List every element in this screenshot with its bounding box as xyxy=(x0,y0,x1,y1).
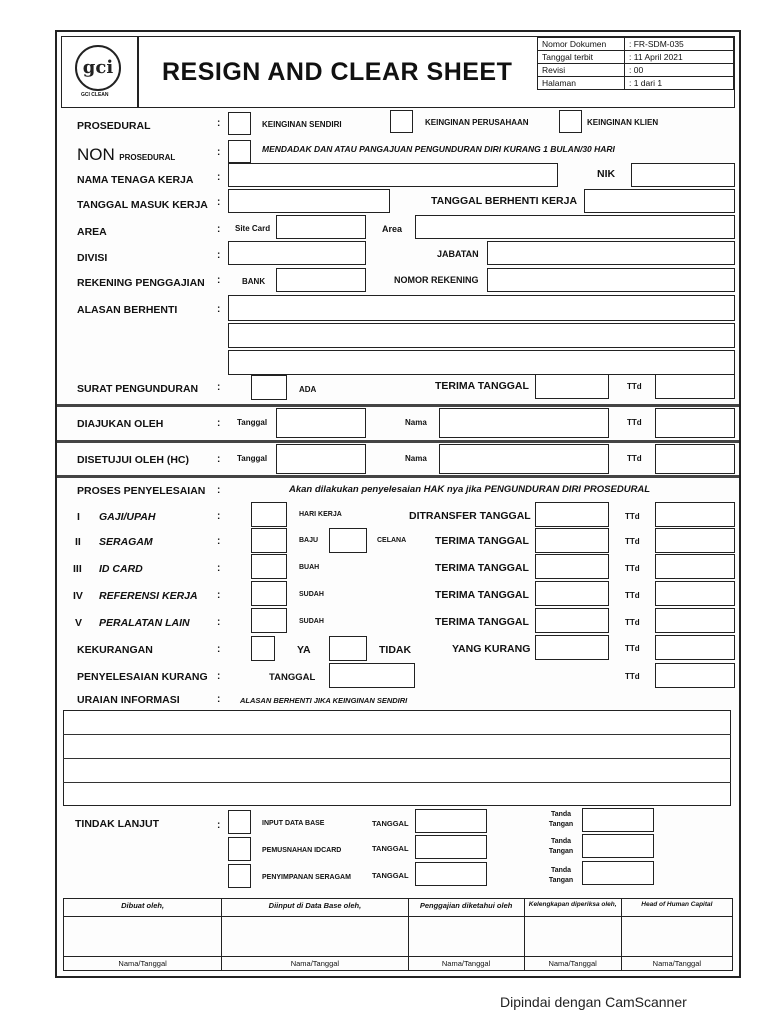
svg-text:gci: gci xyxy=(82,57,114,78)
yang-kurang-label: YANG KURANG xyxy=(452,643,531,655)
logo-subtext: GCI CLEAN xyxy=(81,92,109,98)
tindak-tanggal-label: TANGGAL xyxy=(372,819,409,828)
ttd-label: TTd xyxy=(625,644,640,653)
peralatan-checkbox[interactable] xyxy=(251,608,287,633)
penyelesaian-tanggal-input[interactable] xyxy=(329,663,415,688)
input-database-tanggal[interactable] xyxy=(415,809,487,833)
surat-ada-checkbox[interactable] xyxy=(251,375,287,400)
meta-value: : 1 dari 1 xyxy=(625,77,734,90)
signature-footer: Nama/Tanggal xyxy=(408,957,524,971)
pemusnahan-idcard-checkbox[interactable] xyxy=(228,837,251,861)
hari-kerja-label: HARI KERJA xyxy=(299,511,342,518)
idcard-tanggal-input[interactable] xyxy=(535,554,609,579)
tgl-masuk-input[interactable] xyxy=(228,189,390,213)
gaji-tanggal-input[interactable] xyxy=(535,502,609,527)
area-sub-label: Area xyxy=(382,224,403,234)
diajukan-nama-label: Nama xyxy=(405,418,427,427)
kekurangan-ya-checkbox[interactable] xyxy=(251,636,275,661)
nama-label: NAMA TENAGA KERJA xyxy=(77,174,194,186)
yang-kurang-input[interactable] xyxy=(535,635,609,660)
keinginan-klien-label: KEINGINAN KLIEN xyxy=(587,118,659,127)
buah-label: BUAH xyxy=(299,564,320,571)
signature-header: Kelengkapan diperiksa oleh, xyxy=(524,899,621,917)
nik-label: NIK xyxy=(597,168,616,180)
terima-tanggal-label: TERIMA TANGGAL xyxy=(435,589,529,601)
diajukan-tanggal-input[interactable] xyxy=(276,408,366,438)
ttd-label: TTd xyxy=(627,382,642,391)
proses-note: Akan dilakukan penyelesaian HAK nya jika PENGUNDURAN DIRI PROSEDURAL xyxy=(289,484,651,495)
tgl-masuk-label: TANGGAL MASUK KERJA xyxy=(77,199,208,211)
non-prosedural-note: MENDADAK DAN ATAU PANGAJUAN PENGUNDURAN DIRI KURANG 1 BULAN/30 HARI xyxy=(262,144,615,154)
area-label: AREA xyxy=(77,226,107,238)
meta-value: : 11 April 2021 xyxy=(625,51,734,64)
seragam-tanggal-input[interactable] xyxy=(535,528,609,553)
item-name: GAJI/UPAH xyxy=(99,511,156,523)
signature-footer: Nama/Tanggal xyxy=(222,957,408,971)
disetujui-ttd-label: TTd xyxy=(627,454,642,463)
divisi-label: DIVISI xyxy=(77,252,108,264)
item-name: PERALATAN LAIN xyxy=(99,617,190,629)
disetujui-nama-input[interactable] xyxy=(439,444,609,474)
alasan-input-1[interactable] xyxy=(228,295,735,321)
penyelesaian-tanggal-label: TANGGAL xyxy=(269,672,316,683)
celana-label: CELANA xyxy=(377,537,407,544)
jabatan-label: JABATAN xyxy=(437,249,479,259)
signature-cell[interactable] xyxy=(621,917,732,957)
item-name: REFERENSI KERJA xyxy=(99,590,198,602)
input-database-ttd[interactable] xyxy=(582,808,654,832)
penyimpanan-seragam-tanggal[interactable] xyxy=(415,862,487,886)
tindak-tanggal-label: TANGGAL xyxy=(372,844,409,853)
signature-footer: Nama/Tanggal xyxy=(524,957,621,971)
penyimpanan-seragam-ttd[interactable] xyxy=(582,861,654,885)
diajukan-ttd-label: TTd xyxy=(627,418,642,427)
signature-header: Diinput di Data Base oleh, xyxy=(222,899,408,917)
penyelesaian-ttd-input[interactable] xyxy=(655,663,735,688)
ya-label: YA xyxy=(297,644,311,656)
item-name: ID CARD xyxy=(99,563,143,575)
keinginan-perusahaan-checkbox[interactable] xyxy=(390,110,413,133)
meta-value: : FR-SDM-035 xyxy=(625,38,734,51)
divider xyxy=(57,440,739,443)
diajukan-nama-input[interactable] xyxy=(439,408,609,438)
disetujui-nama-label: Nama xyxy=(405,454,427,463)
sudah-label: SUDAH xyxy=(299,618,324,625)
camscanner-footer: Dipindai dengan CamScanner xyxy=(500,994,687,1010)
item-num: IV xyxy=(73,590,83,602)
ttd-label: TTd xyxy=(625,618,640,627)
peralatan-ttd-input[interactable] xyxy=(655,608,735,633)
signature-header: Head of Human Capital xyxy=(621,899,732,917)
nomor-rekening-input[interactable] xyxy=(487,268,735,292)
meta-value: : 00 xyxy=(625,64,734,77)
form-page: gci GCI CLEAN RESIGN AND CLEAR SHEET Nomor Dokumen : FR-SDM-035 Tanggal terbit : 11 April 2021 Revisi : 00 Halaman : 1 dari 1 PROSEDURAL : KEINGINAN SENDIRI KEINGINAN PERUSAHAAN KEINGINAN KLIEN NON PROSEDURAL : MENDADAK DAN ATAU PANGAJUAN PENGUNDURAN DIRI KURANG 1 BULAN/30 HARI NAMA TENAGA KERJA : NIK TANGGAL MASUK KERJA : TANGGAL BERHENTI KERJA AREA : Site Card Area DIVISI : JABATAN REKENING PENGGAJIAN : BANK NOMOR REKENING ALASAN BERHENTI : SURAT PENGUNDURAN : ADA TERIMA TANGGAL TTd DIAJUKAN OLEH : Tanggal Nama TTd DISETUJUI OLEH (HC) : Tanggal Nama TTd PROSES PENYELESAIAN : Akan dilakukan penyelesaian HAK nya jika PENGUNDURAN DIRI PROSEDURAL I GAJI/UPAH : HARI KERJA DITRANSFER TANGGAL TTd II SERAGAM : BAJU CELANA TERIMA TANGGAL TTd III ID CARD : BUAH TERIMA TANGGAL TTd IV REFERENSI KERJA : SUDAH TERIMA TANGGAL TTd V PERALATAN LAIN : SUDAH TERIMA TANGGAL TTd KEKURANGAN : YA TIDAK YANG KURANG TTd PENYELESAIAN KURANG : TANGGAL TTd URAIAN INFORMASI : ALASAN BERHENTI JIKA KEINGINAN SENDIRI TINDAK LANJUT : INPUT DATA BASE TANGGAL Tanda Tangan PEMUSNAHAN IDCARD TANGGAL Tanda Tangan PENYIMPANAN SERAGAM TANGGAL Tanda Tangan Dibuat oleh, Diinput di Data Base oleh, Penggajian diketahui oleh Kelengkapan diperiksa oleh, Head of Human Capital Nama/Tanggal Nama/Tanggal Nama/Tanggal Nama/Tanggal Nama/Tanggal xyxy=(55,30,741,978)
area-input[interactable] xyxy=(415,215,735,239)
terima-tanggal-label: TERIMA TANGGAL xyxy=(435,616,529,628)
signature-cell[interactable] xyxy=(408,917,524,957)
bank-label: BANK xyxy=(242,277,266,286)
penyimpanan-seragam-checkbox[interactable] xyxy=(228,864,251,888)
alasan-input-3[interactable] xyxy=(228,350,735,375)
alasan-input-2[interactable] xyxy=(228,323,735,348)
terima-tanggal-label: TERIMA TANGGAL xyxy=(435,562,529,574)
tanda-tangan-label: Tanda Tangan xyxy=(548,811,574,828)
ttd-label: TTd xyxy=(625,591,640,600)
signature-footer: Nama/Tanggal xyxy=(621,957,732,971)
site-card-input[interactable] xyxy=(276,215,366,239)
signature-header: Penggajian diketahui oleh xyxy=(408,899,524,917)
gaji-checkbox[interactable] xyxy=(251,502,287,527)
proses-label: PROSES PENYELESAIAN xyxy=(77,485,206,497)
signature-cell[interactable] xyxy=(64,917,222,957)
logo xyxy=(67,42,129,104)
site-card-label: Site Card xyxy=(235,224,271,233)
item-num: V xyxy=(75,617,83,629)
keinginan-perusahaan-label: KEINGINAN PERUSAHAAN xyxy=(425,118,529,127)
tanda-tangan-label: Tanda Tangan xyxy=(548,838,574,855)
tgl-berhenti-input[interactable] xyxy=(584,189,735,213)
celana-checkbox[interactable] xyxy=(329,528,367,553)
kekurangan-tidak-checkbox[interactable] xyxy=(329,636,367,661)
peralatan-tanggal-input[interactable] xyxy=(535,608,609,633)
signature-cell[interactable] xyxy=(524,917,621,957)
disetujui-tanggal-label: Tanggal xyxy=(237,454,268,463)
tidak-label: TIDAK xyxy=(379,644,412,656)
tindak-label: TINDAK LANJUT xyxy=(75,818,159,830)
sudah-label: SUDAH xyxy=(299,591,324,598)
non-prosedural-label xyxy=(77,145,175,165)
gaji-ttd-input[interactable] xyxy=(655,502,735,527)
idcard-checkbox[interactable] xyxy=(251,554,287,579)
tindak-item-label: PENYIMPANAN SERAGAM xyxy=(262,874,351,881)
tanda-tangan-label: Tanda Tangan xyxy=(548,867,574,884)
diajukan-tanggal-label: Tanggal xyxy=(237,418,268,427)
bank-input[interactable] xyxy=(276,268,366,292)
tgl-berhenti-label: TANGGAL BERHENTI KERJA xyxy=(431,195,578,207)
rekening-label: REKENING PENGGAJIAN xyxy=(77,277,205,289)
pemusnahan-idcard-ttd[interactable] xyxy=(582,834,654,858)
tindak-item-label: INPUT DATA BASE xyxy=(262,820,325,827)
diajukan-ttd-input[interactable] xyxy=(655,408,735,438)
surat-ttd-input[interactable] xyxy=(655,374,735,399)
pemusnahan-idcard-tanggal[interactable] xyxy=(415,835,487,859)
meta-label: Revisi xyxy=(538,64,625,77)
disetujui-ttd-input[interactable] xyxy=(655,444,735,474)
baju-label: BAJU xyxy=(299,537,319,544)
terima-tanggal-label: TERIMA TANGGAL xyxy=(435,380,529,392)
nomor-rekening-label: NOMOR REKENING xyxy=(394,275,479,285)
alasan-label: ALASAN BERHENTI xyxy=(77,304,178,316)
uraian-note: ALASAN BERHENTI JIKA KEINGINAN SENDIRI xyxy=(240,696,408,705)
surat-label: SURAT PENGUNDURAN xyxy=(77,383,199,395)
prosedural-small-label: PROSEDURAL xyxy=(119,153,176,162)
form-title: RESIGN AND CLEAR SHEET xyxy=(162,58,513,86)
idcard-ttd-input[interactable] xyxy=(655,554,735,579)
nama-input[interactable] xyxy=(228,163,558,187)
meta-label: Nomor Dokumen xyxy=(538,38,625,51)
referensi-tanggal-input[interactable] xyxy=(535,581,609,606)
disetujui-label: DISETUJUI OLEH (HC) xyxy=(77,454,190,466)
signature-footer: Nama/Tanggal xyxy=(64,957,222,971)
kekurangan-label: KEKURANGAN xyxy=(77,644,153,656)
tindak-tanggal-label: TANGGAL xyxy=(372,871,409,880)
keinginan-sendiri-label: KEINGINAN SENDIRI xyxy=(262,120,342,129)
divider xyxy=(57,475,739,478)
doc-meta-table xyxy=(537,37,734,90)
ttd-label: TTd xyxy=(625,564,640,573)
ditransfer-label: DITRANSFER TANGGAL xyxy=(409,510,531,522)
ttd-label: TTd xyxy=(625,512,640,521)
keinginan-klien-checkbox[interactable] xyxy=(559,110,582,133)
divider xyxy=(57,404,739,407)
seragam-ttd-input[interactable] xyxy=(655,528,735,553)
terima-tanggal-label: TERIMA TANGGAL xyxy=(435,535,529,547)
kekurangan-ttd-input[interactable] xyxy=(655,635,735,660)
non-prosedural-checkbox[interactable] xyxy=(228,140,251,163)
meta-label: Halaman xyxy=(538,77,625,90)
uraian-label: URAIAN INFORMASI xyxy=(77,694,180,706)
tindak-item-label: PEMUSNAHAN IDCARD xyxy=(262,847,342,854)
meta-label: Tanggal terbit xyxy=(538,51,625,64)
disetujui-tanggal-input[interactable] xyxy=(276,444,366,474)
diajukan-label: DIAJUKAN OLEH xyxy=(77,418,164,430)
ttd-label: TTd xyxy=(625,537,640,546)
prosedural-label: PROSEDURAL xyxy=(77,120,151,132)
seragam-checkbox[interactable] xyxy=(251,528,287,553)
non-label: NON xyxy=(77,145,115,164)
item-num: II xyxy=(75,536,81,548)
signature-header: Dibuat oleh, xyxy=(64,899,222,917)
nik-input[interactable] xyxy=(631,163,735,187)
ttd-label: TTd xyxy=(625,672,640,681)
jabatan-input[interactable] xyxy=(487,241,735,265)
surat-tanggal-input[interactable] xyxy=(535,374,609,399)
input-database-checkbox[interactable] xyxy=(228,810,251,834)
item-name: SERAGAM xyxy=(99,536,153,548)
penyelesaian-kurang-label: PENYELESAIAN KURANG xyxy=(77,671,208,683)
signature-table xyxy=(63,898,733,971)
item-num: III xyxy=(73,563,82,575)
referensi-checkbox[interactable] xyxy=(251,581,287,606)
keinginan-sendiri-checkbox[interactable] xyxy=(228,112,251,135)
ada-label: ADA xyxy=(299,385,317,394)
item-num: I xyxy=(77,511,80,523)
referensi-ttd-input[interactable] xyxy=(655,581,735,606)
signature-cell[interactable] xyxy=(222,917,408,957)
divisi-input[interactable] xyxy=(228,241,366,265)
